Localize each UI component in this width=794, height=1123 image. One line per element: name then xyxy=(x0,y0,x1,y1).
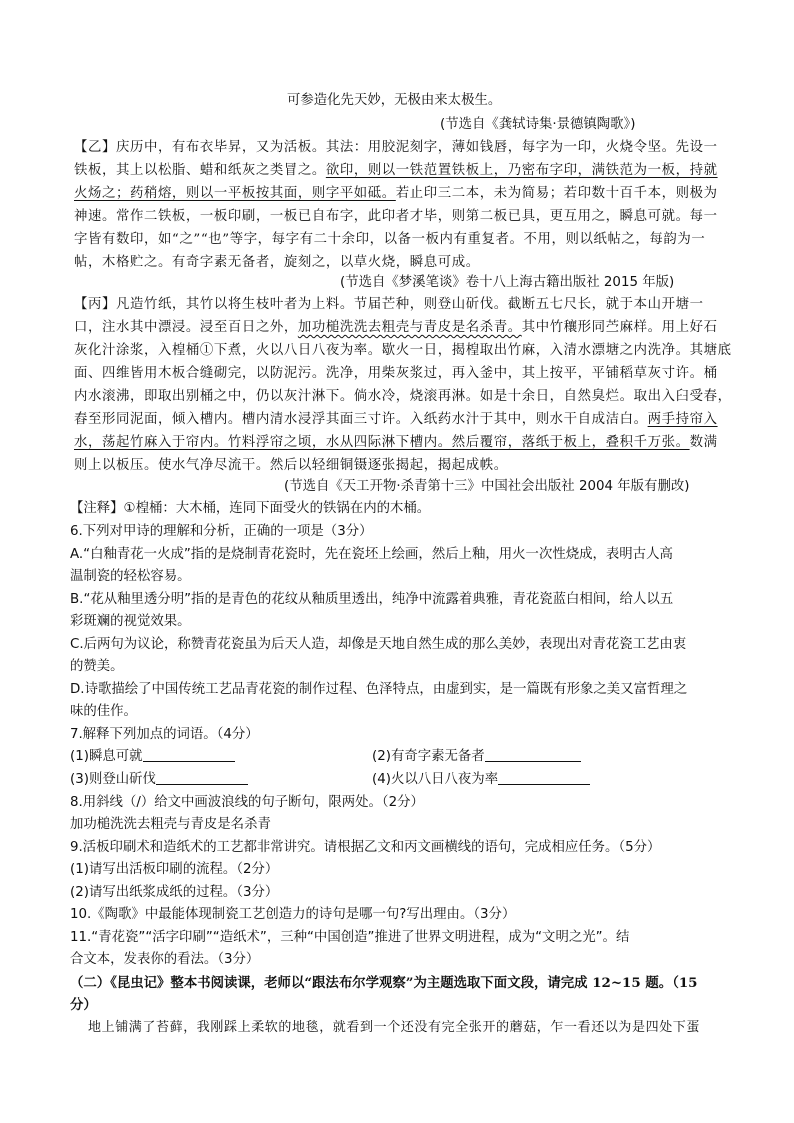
question-6-option-c-cont: 的赞美。 xyxy=(70,659,124,674)
answer-blank[interactable] xyxy=(498,770,590,785)
passage-b-line-6: 帖，木格贮之。有奇字素无备者，旋刻之，以草火烧，瞬息可成。 xyxy=(74,255,480,270)
question-8-stem: 8.用斜线（/）给文中画波浪线的句子断句，限两处。（2分） xyxy=(70,795,424,810)
section-2-heading: （二）《昆虫记》整本书阅读课，老师以“跟法布尔学观察”为主题选取下面文段，请完成 12~15 题。（15 xyxy=(70,975,698,991)
question-9-stem: 9.活板印刷术和造纸术的工艺都非常讲究。请根据乙文和丙文画横线的语句，完成相应任务。（5分） xyxy=(70,840,661,855)
passage-c-line-5: 内水滚沸，即取出别桶之中，仍以灰汁淋下。倘水冷，烧滚再淋。如是十余日，自然臭烂。取出入臼受春， xyxy=(74,389,732,404)
question-7-item-2: (2)有奇字素无备者 xyxy=(372,746,581,768)
question-6-option-b-cont: 彩斑斓的视觉效果。 xyxy=(70,614,191,629)
question-6-option-a: A.“白釉青花一火成”指的是烧制青花瓷时，先在瓷坯上绘画，然后上釉，用火一次性烧成，表明古人高 xyxy=(70,547,673,562)
poem-last-line: 可参造化先天妙，无极由来太极生。 xyxy=(287,93,502,108)
poem-source: (节选自《龚轼诗集·景德镇陶歌》) xyxy=(440,117,636,132)
question-6-option-d: D.诗歌描绘了中国传统工艺品青花瓷的制作过程、色泽特点，由虚到实，是一篇既有形象之美又富哲理之 xyxy=(70,682,688,697)
passage-c-line-7: 水，荡起竹麻入于帘内。竹料浮帘之顷，水从四际淋下槽内。然后覆帘，落纸于板上，叠积千万张。数满 xyxy=(74,435,718,450)
question-9-sub-1: (1)请写出活板印刷的流程。（2分） xyxy=(70,862,279,877)
passage-c-source: (节选自《天工开物·杀青第十三》中国社会出版社 2004 年版有删改) xyxy=(284,479,690,494)
question-7-stem: 7.解释下列加点的词语。（4分） xyxy=(70,727,259,742)
passage-b-line-2: 铁板，其上以松脂、蜡和纸灰之类冒之。欲印，则以一铁范置铁板上，乃密布字印，满铁范为一板，持就 xyxy=(74,163,718,178)
question-6-stem: 6.下列对甲诗的理解和分析，正确的一项是（3分） xyxy=(70,524,373,539)
excerpt-first-line: 地上铺满了苔藓，我刚踩上柔软的地毯，就看到一个还没有完全张开的蘑菇，乍一看还以为是四处下蛋 xyxy=(88,1020,701,1035)
passage-c-line-6: 舂至形同泥面，倾入槽内。槽内清水浸浮其面三寸许。入纸药水汁于其中，则水干自成洁白。两手持帘入 xyxy=(74,412,718,427)
question-11: 11.“青花瓷”“活字印刷”“造纸术”，三种“中国创造”推进了世界文明进程，成为“文明之光”。结 xyxy=(70,930,630,945)
answer-blank[interactable] xyxy=(143,747,235,762)
passage-c-line-8: 则上以板压。使水气净尽流干。然后以轻细铜镊逐张揭起，揭起成帙。 xyxy=(74,458,508,473)
question-6-option-b: B.“花从釉里透分明”指的是青色的花纹从釉质里透出，纯净中流露着典雅，青花瓷蓝白相间，给人以五 xyxy=(70,592,674,607)
question-7-item-3: (3)则登山斫伐 xyxy=(70,769,248,791)
passage-c-line-3: 灰化汁涂浆，入楻桶①下煮，火以八日八夜为率。歇火一日，揭楻取出竹麻，入清水漂塘之内洗净。其塘底 xyxy=(74,343,732,358)
passage-b-source: (节选自《梦溪笔谈》卷十八上海古籍出版社 2015 年版) xyxy=(340,275,675,290)
passage-b-line-5: 字皆有数印，如“之”“也”等字，每字有二十余印，以备一板内有重复者。不用，则以纸帖之，每韵为一 xyxy=(74,232,706,247)
underlined-text: 火炀之；药稍熔，则以一平板按其面，则字平如砥。 xyxy=(74,186,396,201)
passage-b-line-3: 火炀之；药稍熔，则以一平板按其面，则字平如砥。若止印三二本，未为简易；若印数十百千本，则极为 xyxy=(74,186,718,201)
passage-b-line-4: 神速。常作二铁板，一板印刷，一板已自布字，此印者才毕，则第二板已具，更互用之，瞬息可就。每一 xyxy=(74,209,718,224)
annotation-note: 【注释】①楻桶：大木桶，连同下面受火的铁锅在内的木桶。 xyxy=(70,501,431,516)
question-6-option-c: C.后两句为议论，称赞青花瓷虽为后天人造，却像是天地自然生成的那么美妙，表现出对青花瓷工艺由衷 xyxy=(70,637,687,652)
answer-blank[interactable] xyxy=(485,747,581,762)
question-9-sub-2: (2)请写出纸浆成纸的过程。（3分） xyxy=(70,885,279,900)
question-6-option-d-cont: 味的佳作。 xyxy=(70,704,137,719)
passage-c-line-1: 【丙】凡造竹纸，其竹以将生枝叶者为上料。节届芒种，则登山斫伐。截断五七尺长，就于本山开塘一 xyxy=(74,297,704,312)
question-7-item-4: (4)火以八日八夜为率 xyxy=(372,769,590,791)
section-2-heading-cont: 分） xyxy=(70,997,97,1013)
underlined-text: 两手持帘入 xyxy=(647,412,718,427)
question-10: 10.《陶歌》中最能体现制瓷工艺创造力的诗句是哪一句?写出理由。（3分） xyxy=(70,907,516,922)
question-11-cont: 合文本，发表你的看法。（3分） xyxy=(70,952,260,967)
passage-b-line-1: 【乙】庆历中，有布衣毕昇，又为活板。其法：用胶泥刻字，薄如钱唇，每字为一印，火烧令坚。先设一 xyxy=(74,140,718,155)
answer-blank[interactable] xyxy=(156,770,248,785)
question-6-option-a-cont: 温制瓷的轻松容易。 xyxy=(70,569,191,584)
passage-c-line-2: 口，注水其中漂浸。浸至百日之外，加功槌洗洗去粗壳与青皮是名杀青。其中竹穰形同苎麻样。用上好石 xyxy=(74,320,718,335)
wavy-underlined-sentence: 加功槌洗洗去粗壳与青皮是名杀青。 xyxy=(297,320,522,335)
underlined-text: 水，荡起竹麻入于帘内。竹料浮帘之顷，水从四际淋下槽内。然后覆帘，落纸于板上，叠积千万张。 xyxy=(74,435,690,450)
question-7-item-1: (1)瞬息可就 xyxy=(70,746,235,768)
passage-c-line-4: 面、四维皆用木板合缝砌完，以防泥污。洗净，用柴灰浆过，再入釜中，其上按平，平铺稻草灰寸许。桶 xyxy=(74,366,718,381)
underlined-text: 欲印，则以一铁范置铁板上，乃密布字印，满铁范为一板，持就 xyxy=(325,163,718,178)
question-8-sentence: 加功槌洗洗去粗壳与青皮是名杀青 xyxy=(70,817,271,832)
